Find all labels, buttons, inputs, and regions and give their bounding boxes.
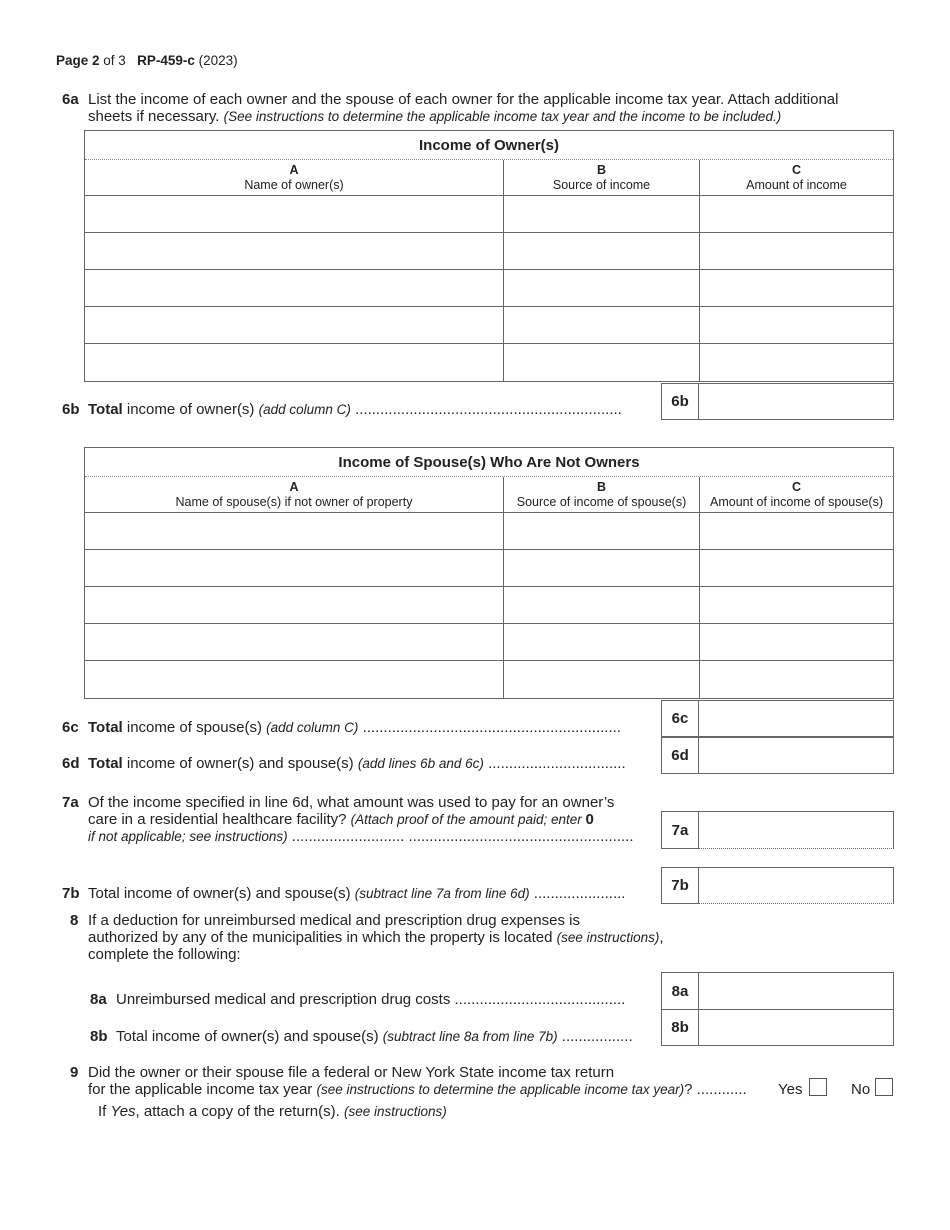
total-label: Total [88, 719, 123, 736]
line-6b-number: 6b [62, 401, 80, 418]
line-8b-text [116, 1028, 656, 1045]
line-8a-number: 8a [90, 991, 107, 1008]
line-8b-code: 8b [661, 1009, 699, 1046]
col-letter: C [791, 162, 802, 177]
line-8-number: 8 [70, 912, 79, 929]
line-6a-number: 6a [62, 91, 79, 108]
line-6b-text [88, 401, 658, 418]
line-7a-amount-field[interactable] [698, 811, 894, 849]
owner-name-field[interactable] [85, 307, 504, 343]
line-8-text2: authorized by any of the municipalities in which the property is located [88, 929, 557, 946]
line-6b-code: 6b [661, 383, 699, 420]
spouse-col-b-header [504, 477, 700, 512]
spouse-table-row [85, 587, 893, 624]
spouse-source-field[interactable] [504, 513, 700, 549]
line-6d-code: 6d [661, 737, 699, 774]
owner-source-field[interactable] [504, 344, 700, 381]
line-8b-amount-field[interactable] [698, 1009, 894, 1046]
leader-dots: ...................... [529, 885, 626, 902]
line-note: (add column C) [258, 402, 351, 417]
owner-table-title: Income of Owner(s) [85, 131, 893, 160]
line-7a-note: (Attach proof of the amount paid; enter [350, 812, 586, 827]
spouse-col-c-header [700, 477, 893, 512]
spouse-name-field[interactable] [85, 661, 504, 698]
line-text: Total income of owner(s) and spouse(s) [88, 885, 355, 902]
col-label: Amount of income [746, 177, 847, 192]
spouse-table-row [85, 550, 893, 587]
instr-text: , attach a copy of the return(s). [135, 1103, 344, 1120]
col-letter: A [289, 162, 299, 177]
spouse-income-table [84, 447, 894, 699]
owner-amount-field[interactable] [700, 270, 893, 306]
line-8-comma: , [659, 929, 664, 946]
spouse-table-title: Income of Spouse(s) Who Are Not Owners [85, 448, 893, 477]
line-7a-text [88, 794, 658, 845]
owner-table-row [85, 307, 893, 344]
line-8-text [88, 912, 708, 963]
spouse-source-field[interactable] [504, 624, 700, 660]
line-7a-note3: if not applicable; see instructions) [88, 829, 288, 844]
owner-table-row [85, 270, 893, 307]
owner-name-field[interactable] [85, 196, 504, 232]
spouse-name-field[interactable] [85, 587, 504, 623]
spouse-amount-field[interactable] [700, 513, 893, 549]
col-label: Name of spouse(s) if not owner of property [175, 494, 413, 509]
leader-dots: ................................. [483, 755, 626, 772]
line-7a-code: 7a [661, 811, 699, 849]
col-letter: B [596, 162, 607, 177]
form-code: RP-459-c [137, 53, 195, 68]
line-7a-text1: Of the income specified in line 6d, what amount was used to pay for an owner’s [88, 794, 615, 811]
line-8b-number: 8b [90, 1028, 108, 1045]
owner-amount-field[interactable] [700, 344, 893, 381]
owner-amount-field[interactable] [700, 307, 893, 343]
line-6d-text [88, 755, 658, 772]
spouse-table-row [85, 624, 893, 661]
owner-name-field[interactable] [85, 270, 504, 306]
col-letter: B [596, 479, 607, 494]
line-7a-zero: 0 [585, 811, 594, 828]
col-letter: A [289, 479, 299, 494]
owner-amount-field[interactable] [700, 233, 893, 269]
line-7b-number: 7b [62, 885, 80, 902]
col-letter: C [791, 479, 802, 494]
line-8a-text [116, 991, 656, 1008]
line-6c-code: 6c [661, 700, 699, 737]
owner-table-row [85, 233, 893, 270]
total-label: Total [88, 755, 123, 772]
owner-table-row [85, 196, 893, 233]
page-header [56, 53, 238, 68]
owner-source-field[interactable] [504, 233, 700, 269]
line-8a-amount-field[interactable] [698, 972, 894, 1010]
line-6a-text [88, 91, 888, 125]
line-note: (subtract line 7a from line 6d) [354, 886, 530, 901]
line-9-instruction [98, 1103, 447, 1120]
line-9-text1: Did the owner or their spouse file a federal or New York State income tax return [88, 1064, 615, 1081]
leader-dots: ................. [557, 1028, 633, 1045]
owner-income-table [84, 130, 894, 382]
no-checkbox[interactable] [875, 1078, 893, 1096]
leader-dots: ? ............ [684, 1081, 747, 1098]
spouse-table-row [85, 513, 893, 550]
owner-source-field[interactable] [504, 270, 700, 306]
instr-yes: Yes [110, 1103, 136, 1120]
spouse-amount-field[interactable] [700, 587, 893, 623]
line-8-note: (see instructions) [556, 930, 660, 945]
col-label: Source of income [552, 177, 651, 192]
total-label: Total [88, 401, 123, 418]
line-note: (add column C) [266, 720, 359, 735]
line-text: Total income of owner(s) and spouse(s) [116, 1028, 383, 1045]
spouse-amount-field[interactable] [700, 624, 893, 660]
spouse-table-row [85, 661, 893, 698]
owner-amount-field[interactable] [700, 196, 893, 232]
line-text: income of spouse(s) [122, 719, 267, 736]
owner-col-c-header [700, 160, 893, 195]
line-9-number: 9 [70, 1064, 79, 1081]
line-7b-text [88, 885, 658, 902]
instr-text: If [98, 1103, 111, 1120]
line-6c-amount-field[interactable] [698, 700, 894, 737]
spouse-col-a-header [85, 477, 504, 512]
page-number: Page 2 [56, 53, 100, 68]
line-6a-text2: sheets if necessary. [88, 108, 220, 125]
instr-note: (see instructions) [343, 1104, 447, 1119]
line-note: (subtract line 8a from line 7b) [382, 1029, 558, 1044]
yes-checkbox[interactable] [809, 1078, 827, 1096]
line-6d-amount-field[interactable] [698, 737, 894, 774]
line-8-text3: complete the following: [88, 946, 241, 963]
line-6b-amount-field[interactable] [698, 383, 894, 420]
line-6a-text1: List the income of each owner and the spouse of each owner for the applicable income tax year. Attach additional [88, 91, 839, 108]
col-label: Source of income of spouse(s) [516, 494, 687, 509]
line-note: (add lines 6b and 6c) [357, 756, 484, 771]
owner-table-header [85, 160, 893, 196]
col-label: Name of owner(s) [244, 177, 344, 192]
col-label: Amount of income of spouse(s) [710, 494, 883, 509]
line-text: income of owner(s) and spouse(s) [122, 755, 358, 772]
no-label: No [851, 1081, 871, 1098]
owner-source-field[interactable] [504, 307, 700, 343]
spouse-amount-field[interactable] [700, 661, 893, 698]
owner-table-row [85, 344, 893, 381]
line-9-text [88, 1064, 788, 1098]
line-6d-number: 6d [62, 755, 80, 772]
leader-dots: ........................... ...................................................... [287, 828, 634, 845]
line-6c-number: 6c [62, 719, 79, 736]
page-total: of 3 [99, 53, 126, 68]
line-7a-number: 7a [62, 794, 79, 811]
line-6a-note: (See instructions to determine the applicable income tax year and the income to be included.) [223, 109, 782, 124]
owner-name-field[interactable] [85, 344, 504, 381]
spouse-name-field[interactable] [85, 513, 504, 549]
form-year: (2023) [194, 53, 238, 68]
line-8-text1: If a deduction for unreimbursed medical and prescription drug expenses is [88, 912, 580, 929]
line-text: Unreimbursed medical and prescription drug costs [116, 991, 451, 1008]
spouse-table-header [85, 477, 893, 513]
owner-name-field[interactable] [85, 233, 504, 269]
line-7a-text2: care in a residential healthcare facility? [88, 811, 351, 828]
spouse-name-field[interactable] [85, 624, 504, 660]
spouse-source-field[interactable] [504, 587, 700, 623]
owner-source-field[interactable] [504, 196, 700, 232]
line-9-text2: for the applicable income tax year [88, 1081, 317, 1098]
line-7b-code: 7b [661, 867, 699, 904]
line-text: income of owner(s) [122, 401, 259, 418]
owner-col-a-header [85, 160, 504, 195]
owner-col-b-header [504, 160, 700, 195]
spouse-source-field[interactable] [504, 661, 700, 698]
spouse-amount-field[interactable] [700, 550, 893, 586]
spouse-source-field[interactable] [504, 550, 700, 586]
line-7b-amount-field[interactable] [698, 867, 894, 904]
leader-dots: ................................................................ [350, 401, 622, 418]
leader-dots: ......................................... [450, 991, 626, 1008]
yes-label: Yes [778, 1081, 803, 1098]
spouse-name-field[interactable] [85, 550, 504, 586]
line-6c-text [88, 719, 658, 736]
line-8a-code: 8a [661, 972, 699, 1010]
leader-dots: .............................................................. [358, 719, 621, 736]
line-9-note: (see instructions to determine the applicable income tax year) [316, 1082, 685, 1097]
